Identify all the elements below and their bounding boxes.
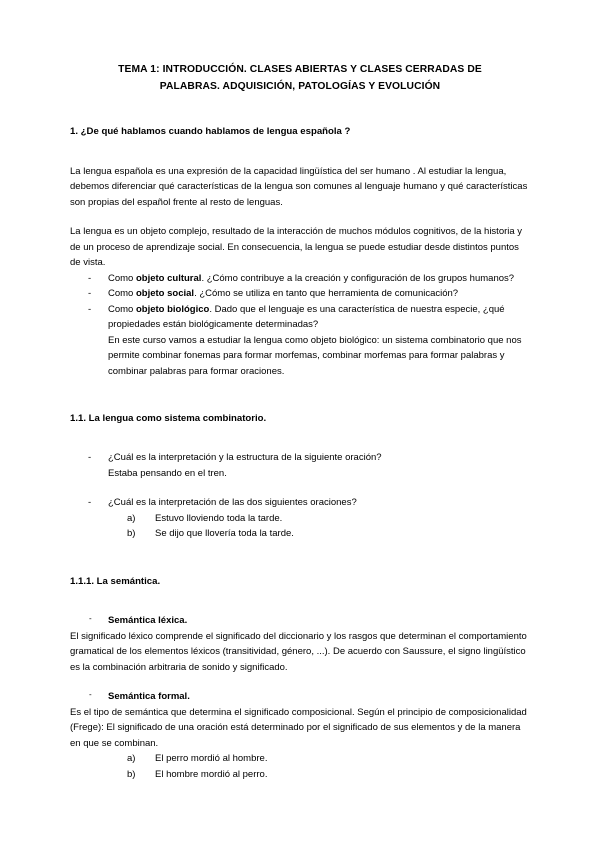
list-item xyxy=(70,302,530,379)
bullet-lead: Como xyxy=(108,303,136,315)
spacer xyxy=(70,95,530,125)
spacer xyxy=(70,675,530,689)
label-text: Semántica formal. xyxy=(108,691,190,703)
dash-bullet-icon: - xyxy=(89,614,92,624)
bullet-continuation: Estaba pensando en el tren. xyxy=(108,467,227,479)
spacer xyxy=(70,210,530,224)
dash-bullet-icon: - xyxy=(88,272,92,284)
document-title xyxy=(78,62,522,95)
section-1-paragraph-1: La lengua española es una expresión de la capacidad lingüística del ser humano . Al estudiar la lengua, debemos diferenciar qué características de la lengua son comunes al lenguaje humano y qué características son propias del español frente al resto de lenguas. xyxy=(70,165,528,208)
section-1-paragraph-2: La lengua es un objeto complejo, resultado de la interacción de muchos módulos cognitivos, de la historia y de un proceso de aprendizaje social. En consecuencia, la lengua se puede estudiar desde distintos puntos de vista. xyxy=(70,226,523,269)
example-text: El perro mordió al hombre. xyxy=(155,753,268,765)
section-heading-1-1-1: 1.1.1. La semántica. xyxy=(70,575,161,587)
bullet-bold-term: objeto cultural xyxy=(135,272,202,284)
semantica-formal-paragraph: Es el tipo de semántica que determina el significado composicional. Según el principio de composicionalidad (Frege): El significado de una oración está determinado por el significado de sus elementos y de la manera en que se combinan. xyxy=(70,706,527,749)
semantica-lexica-paragraph: El significado léxico comprende el significado del diccionario y los rasgos que determinan el comportamiento gramatical de los elementos léxicos (transitividad, género, ...). De acuerdo con Saussure, el signo lingüístico es la combinación arbitraria de sonido y significado. xyxy=(70,630,527,673)
list-item xyxy=(70,271,530,286)
spacer xyxy=(70,481,530,495)
spacer xyxy=(70,379,530,412)
spacer xyxy=(70,542,530,575)
list-item xyxy=(70,526,530,541)
document-title-line-1: TEMA 1: INTRODUCCIÓN. CLASES ABIERTAS Y CLASES CERRADAS DE xyxy=(118,64,482,75)
spacer xyxy=(70,140,530,164)
dash-bullet-icon: - xyxy=(88,452,92,464)
list-item xyxy=(70,511,530,526)
list-marker: a) xyxy=(127,753,136,765)
list-item xyxy=(70,286,530,301)
list-item xyxy=(70,495,530,510)
bullet-bold-term: objeto social xyxy=(135,288,195,300)
spacer xyxy=(70,426,530,450)
bullet-lead: Como xyxy=(108,288,136,300)
list-marker: b) xyxy=(127,768,136,780)
dash-bullet-icon: - xyxy=(88,303,92,315)
list-item xyxy=(70,751,530,766)
bullet-bold-term: objeto biológico xyxy=(135,303,210,315)
semantica-formal-examples xyxy=(70,751,530,782)
bullet-continuation: En este curso vamos a estudiar la lengua como objeto biológico: un sistema combinatorio que nos permite combinar fonemas para formar morfemas, combinar morfemas para formar palabras y combinar palabras para formar oraciones. xyxy=(108,334,522,377)
list-item xyxy=(70,450,530,481)
dash-bullet-icon: - xyxy=(88,497,92,509)
dash-bullet-icon: - xyxy=(88,288,92,300)
list-item xyxy=(70,767,530,782)
example-text: Se dijo que llovería toda la tarde. xyxy=(155,528,294,540)
section-1-1-bullet-list xyxy=(70,450,530,481)
label-text: Semántica léxica. xyxy=(108,615,188,627)
list-marker: b) xyxy=(127,528,136,540)
section-heading-1: 1. ¿De qué hablamos cuando hablamos de lengua española ? xyxy=(70,126,351,138)
spacer xyxy=(70,589,530,613)
section-1-1-examples xyxy=(70,511,530,542)
example-text: Estuvo lloviendo toda la tarde. xyxy=(155,512,283,524)
semantica-lexica-label xyxy=(70,613,530,628)
dash-bullet-icon: - xyxy=(89,690,92,700)
bullet-lead: Como xyxy=(108,272,136,284)
section-1-bullet-list xyxy=(70,271,530,379)
list-marker: a) xyxy=(127,512,136,524)
document-title-line-2: PALABRAS. ADQUISICIÓN, PATOLOGÍAS Y EVOLUCIÓN xyxy=(159,80,441,92)
bullet-text: ¿Cuál es la interpretación de las dos siguientes oraciones? xyxy=(108,497,357,509)
bullet-rest: . Dado que el lenguaje es una característica de nuestra especie, ¿qué propiedades están biológicamente determinadas? xyxy=(108,303,505,331)
section-1-1-bullet-list-2 xyxy=(70,495,530,510)
section-heading-1-1: 1.1. La lengua como sistema combinatorio. xyxy=(70,413,267,425)
bullet-text: ¿Cuál es la interpretación y la estructura de la siguiente oración? xyxy=(108,452,382,464)
bullet-rest: . ¿Cómo contribuye a la creación y configuración de los grupos humanos? xyxy=(201,272,515,284)
bullet-rest: . ¿Cómo se utiliza en tanto que herramienta de comunicación? xyxy=(194,288,459,300)
example-text: El hombre mordió al perro. xyxy=(155,768,268,780)
semantica-formal-label xyxy=(70,689,530,704)
